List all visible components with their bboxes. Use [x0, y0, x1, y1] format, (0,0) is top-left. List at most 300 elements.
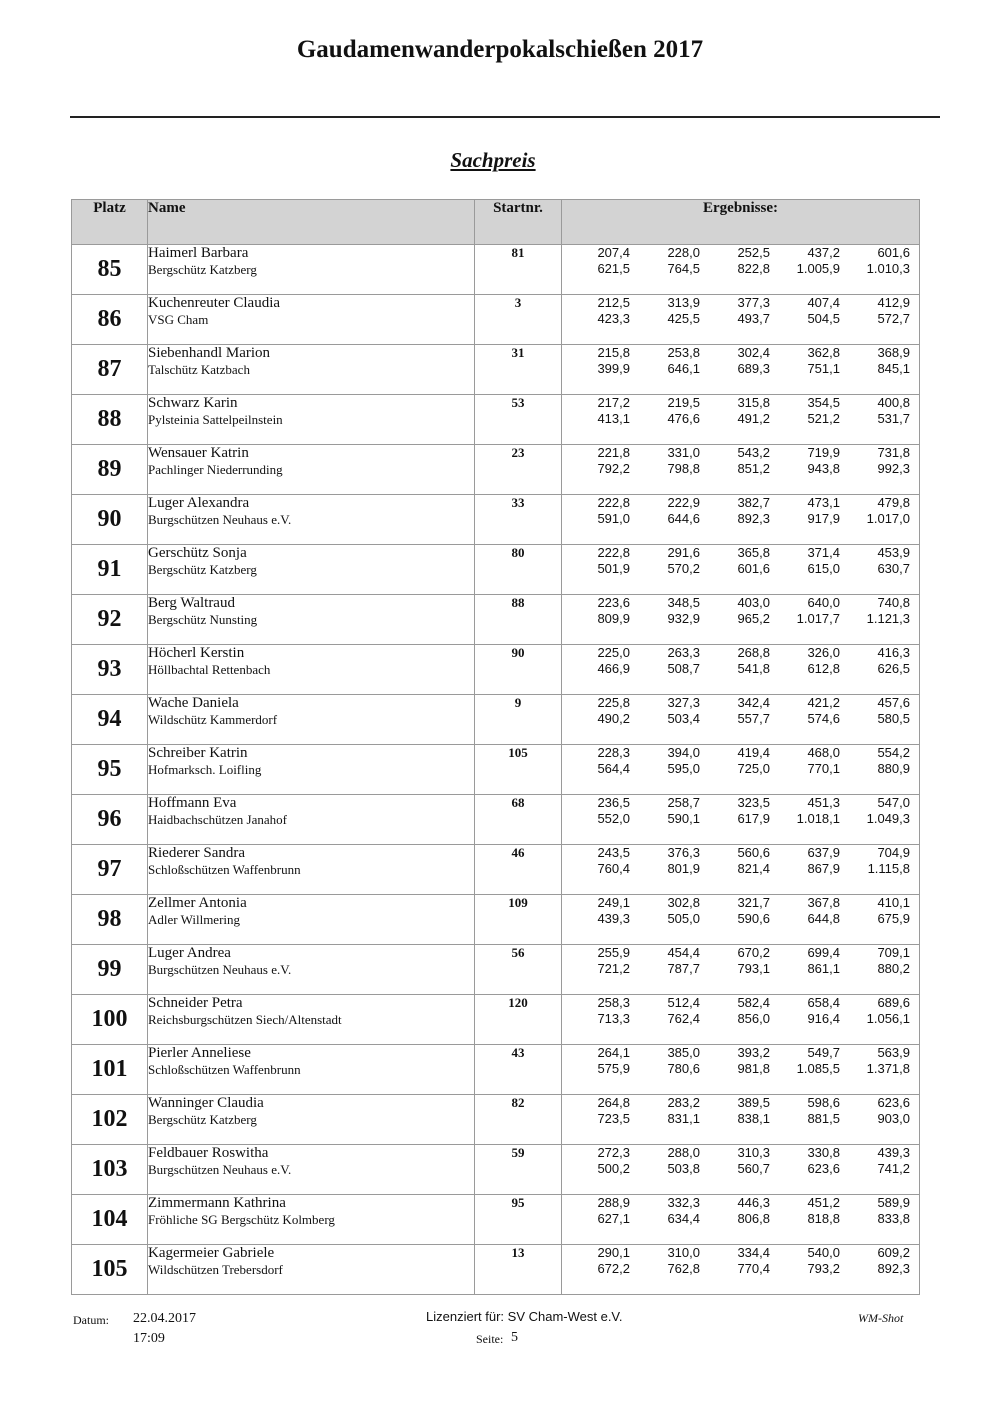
score-value: 453,9 — [877, 545, 910, 560]
shooter-name: Höcherl Kerstin — [148, 645, 245, 661]
score-value: 689,6 — [877, 995, 910, 1010]
score-grid — [562, 845, 919, 877]
score-grid — [562, 1045, 919, 1077]
score-grid — [562, 945, 919, 977]
results-cell — [562, 295, 920, 345]
shooter-name: Zellmer Antonia — [148, 895, 247, 911]
score-value: 851,2 — [737, 461, 770, 476]
shooter-name: Zimmermann Kathrina — [148, 1195, 286, 1211]
score-value: 838,1 — [737, 1111, 770, 1126]
start-number-cell: 88 — [475, 595, 562, 645]
rank-cell: 102 — [72, 1095, 148, 1145]
score-value: 563,9 — [877, 1045, 910, 1060]
score-value: 212,5 — [597, 295, 630, 310]
score-value: 751,1 — [807, 361, 840, 376]
score-value: 845,1 — [877, 361, 910, 376]
score-value: 348,5 — [667, 595, 700, 610]
start-number-cell: 120 — [475, 995, 562, 1045]
name-cell — [148, 795, 475, 845]
score-value: 549,7 — [807, 1045, 840, 1060]
rank-cell: 94 — [72, 695, 148, 745]
score-value: 646,1 — [667, 361, 700, 376]
club-name: Bergschütz Katzberg — [148, 1112, 257, 1127]
score-value: 228,0 — [667, 245, 700, 260]
footer-time: 17:09 — [133, 1331, 165, 1346]
club-name: Wildschütz Kammerdorf — [148, 712, 278, 727]
score-value: 207,4 — [597, 245, 630, 260]
results-cell — [562, 1245, 920, 1295]
score-value: 1.121,3 — [866, 611, 910, 626]
score-value: 623,6 — [877, 1095, 910, 1110]
score-value: 1.371,8 — [866, 1061, 910, 1076]
rank-cell: 90 — [72, 495, 148, 545]
table-row — [72, 345, 920, 395]
score-value: 818,8 — [807, 1211, 840, 1226]
name-cell — [148, 995, 475, 1045]
results-cell — [562, 1095, 920, 1145]
table-row — [72, 995, 920, 1045]
score-value: 419,4 — [737, 745, 770, 760]
start-number-cell: 81 — [475, 245, 562, 295]
shooter-name: Schreiber Katrin — [148, 745, 248, 761]
title-divider — [70, 116, 940, 118]
score-value: 880,2 — [877, 961, 910, 976]
name-cell — [148, 395, 475, 445]
shooter-name: Feldbauer Roswitha — [148, 1145, 269, 1161]
score-value: 612,8 — [807, 661, 840, 676]
score-value: 670,2 — [737, 945, 770, 960]
footer-license: Lizenziert für: SV Cham-West e.V. — [426, 1309, 623, 1324]
score-value: 630,7 — [877, 561, 910, 576]
score-value: 421,2 — [807, 695, 840, 710]
score-grid — [562, 495, 919, 527]
club-name: Adler Willmering — [148, 912, 241, 927]
score-value: 623,6 — [807, 1161, 840, 1176]
results-cell — [562, 1195, 920, 1245]
score-value: 332,3 — [667, 1195, 700, 1210]
score-value: 560,6 — [737, 845, 770, 860]
start-number-cell: 33 — [475, 495, 562, 545]
score-value: 476,6 — [667, 411, 700, 426]
score-value: 451,3 — [807, 795, 840, 810]
score-value: 508,7 — [667, 661, 700, 676]
header-platz: Platz — [72, 200, 148, 245]
score-value: 903,0 — [877, 1111, 910, 1126]
score-value: 723,5 — [597, 1111, 630, 1126]
score-value: 503,8 — [667, 1161, 700, 1176]
name-cell — [148, 1095, 475, 1145]
rank-cell: 98 — [72, 895, 148, 945]
score-value: 290,1 — [597, 1245, 630, 1260]
rank-cell: 97 — [72, 845, 148, 895]
start-number-cell: 105 — [475, 745, 562, 795]
score-value: 1.005,9 — [796, 261, 840, 276]
score-value: 822,8 — [737, 261, 770, 276]
score-value: 410,1 — [877, 895, 910, 910]
shooter-name: Siebenhandl Marion — [148, 345, 271, 361]
name-cell — [148, 595, 475, 645]
score-value: 490,2 — [597, 711, 630, 726]
score-value: 831,1 — [667, 1111, 700, 1126]
club-name: Hofmarksch. Loifling — [148, 762, 262, 777]
score-value: 394,0 — [667, 745, 700, 760]
shooter-name: Schneider Petra — [148, 995, 243, 1011]
header-ergebnisse: Ergebnisse: — [562, 200, 920, 245]
score-value: 601,6 — [877, 245, 910, 260]
table-row — [72, 1145, 920, 1195]
score-grid — [562, 445, 919, 477]
score-value: 570,2 — [667, 561, 700, 576]
score-value: 867,9 — [807, 861, 840, 876]
club-name: Haidbachschützen Janahof — [148, 812, 287, 827]
table-row — [72, 545, 920, 595]
score-value: 658,4 — [807, 995, 840, 1010]
score-value: 621,5 — [597, 261, 630, 276]
score-value: 258,3 — [597, 995, 630, 1010]
table-header-row — [72, 200, 920, 245]
score-value: 615,0 — [807, 561, 840, 576]
club-name: Talschütz Katzbach — [148, 362, 250, 377]
score-value: 601,6 — [737, 561, 770, 576]
footer-page-number: 5 — [511, 1330, 518, 1345]
score-value: 399,9 — [597, 361, 630, 376]
score-value: 236,5 — [597, 795, 630, 810]
score-value: 552,0 — [597, 811, 630, 826]
rank-cell: 103 — [72, 1145, 148, 1195]
score-value: 580,5 — [877, 711, 910, 726]
score-value: 365,8 — [737, 545, 770, 560]
start-number-cell: 31 — [475, 345, 562, 395]
score-value: 263,3 — [667, 645, 700, 660]
score-value: 943,8 — [807, 461, 840, 476]
score-value: 252,5 — [737, 245, 770, 260]
club-name: Wildschützen Trebersdorf — [148, 1262, 283, 1277]
shooter-name: Schwarz Karin — [148, 395, 238, 411]
score-grid — [562, 995, 919, 1027]
score-value: 377,3 — [737, 295, 770, 310]
score-value: 501,9 — [597, 561, 630, 576]
shooter-name: Kuchenreuter Claudia — [148, 295, 281, 311]
score-value: 219,5 — [667, 395, 700, 410]
score-grid — [562, 295, 919, 327]
score-value: 1.085,5 — [796, 1061, 840, 1076]
results-cell — [562, 995, 920, 1045]
start-number-cell: 109 — [475, 895, 562, 945]
score-value: 1.056,1 — [866, 1011, 910, 1026]
score-value: 932,9 — [667, 611, 700, 626]
results-cell — [562, 345, 920, 395]
club-name: Bergschütz Nunsting — [148, 612, 258, 627]
shooter-name: Luger Andrea — [148, 945, 231, 961]
score-value: 334,4 — [737, 1245, 770, 1260]
rank-cell: 86 — [72, 295, 148, 345]
score-value: 590,6 — [737, 911, 770, 926]
score-value: 385,0 — [667, 1045, 700, 1060]
score-value: 582,4 — [737, 995, 770, 1010]
start-number-cell: 46 — [475, 845, 562, 895]
club-name: Bergschütz Katzberg — [148, 262, 257, 277]
shooter-name: Luger Alexandra — [148, 495, 250, 511]
score-value: 493,7 — [737, 311, 770, 326]
score-value: 672,2 — [597, 1261, 630, 1276]
score-value: 503,4 — [667, 711, 700, 726]
score-value: 644,6 — [667, 511, 700, 526]
club-name: Reichsburgschützen Siech/Altenstadt — [148, 1012, 342, 1027]
table-row — [72, 245, 920, 295]
rank-cell: 93 — [72, 645, 148, 695]
score-value: 892,3 — [737, 511, 770, 526]
club-name: Schloßschützen Waffenbrunn — [148, 862, 301, 877]
score-value: 721,2 — [597, 961, 630, 976]
score-value: 560,7 — [737, 1161, 770, 1176]
name-cell — [148, 295, 475, 345]
score-grid — [562, 795, 919, 827]
start-number-cell: 13 — [475, 1245, 562, 1295]
score-value: 457,6 — [877, 695, 910, 710]
results-cell — [562, 545, 920, 595]
score-value: 310,3 — [737, 1145, 770, 1160]
rank-cell: 95 — [72, 745, 148, 795]
score-grid — [562, 695, 919, 727]
score-value: 704,9 — [877, 845, 910, 860]
score-value: 564,4 — [597, 761, 630, 776]
score-grid — [562, 745, 919, 777]
results-cell — [562, 745, 920, 795]
name-cell — [148, 245, 475, 295]
score-value: 1.017,7 — [796, 611, 840, 626]
score-value: 861,1 — [807, 961, 840, 976]
score-value: 302,4 — [737, 345, 770, 360]
score-value: 1.115,8 — [867, 861, 910, 876]
score-value: 572,7 — [877, 311, 910, 326]
name-cell — [148, 1245, 475, 1295]
name-cell — [148, 495, 475, 545]
score-value: 521,2 — [807, 411, 840, 426]
name-cell — [148, 745, 475, 795]
score-value: 541,8 — [737, 661, 770, 676]
score-value: 591,0 — [597, 511, 630, 526]
name-cell — [148, 695, 475, 745]
results-cell — [562, 245, 920, 295]
score-value: 412,9 — [877, 295, 910, 310]
score-value: 479,8 — [877, 495, 910, 510]
score-value: 217,2 — [597, 395, 630, 410]
name-cell — [148, 445, 475, 495]
score-value: 590,1 — [667, 811, 700, 826]
start-number-cell: 90 — [475, 645, 562, 695]
score-value: 268,8 — [737, 645, 770, 660]
score-value: 787,7 — [667, 961, 700, 976]
table-row — [72, 745, 920, 795]
score-value: 228,3 — [597, 745, 630, 760]
start-number-cell: 56 — [475, 945, 562, 995]
shooter-name: Haimerl Barbara — [148, 245, 249, 261]
section-subtitle: Sachpreis — [450, 148, 536, 172]
score-value: 1.049,3 — [866, 811, 910, 826]
start-number-cell: 59 — [475, 1145, 562, 1195]
results-cell — [562, 1045, 920, 1095]
score-value: 992,3 — [877, 461, 910, 476]
score-value: 770,1 — [807, 761, 840, 776]
name-cell — [148, 945, 475, 995]
results-cell — [562, 895, 920, 945]
start-number-cell: 23 — [475, 445, 562, 495]
score-value: 221,8 — [597, 445, 630, 460]
footer-date: 22.04.2017 — [133, 1311, 196, 1326]
score-value: 543,2 — [737, 445, 770, 460]
score-value: 880,9 — [877, 761, 910, 776]
score-value: 302,8 — [667, 895, 700, 910]
score-value: 598,6 — [807, 1095, 840, 1110]
score-value: 249,1 — [597, 895, 630, 910]
score-value: 413,1 — [597, 411, 630, 426]
footer-page-label: Seite: — [476, 1332, 504, 1346]
shooter-name: Wensauer Katrin — [148, 445, 249, 461]
score-value: 762,8 — [667, 1261, 700, 1276]
score-value: 283,2 — [667, 1095, 700, 1110]
score-value: 416,3 — [877, 645, 910, 660]
score-value: 330,8 — [807, 1145, 840, 1160]
rank-cell: 100 — [72, 995, 148, 1045]
score-value: 326,0 — [807, 645, 840, 660]
score-value: 310,0 — [667, 1245, 700, 1260]
score-value: 540,0 — [807, 1245, 840, 1260]
table-row — [72, 1245, 920, 1295]
score-value: 371,4 — [807, 545, 840, 560]
score-value: 764,5 — [667, 261, 700, 276]
score-value: 609,2 — [877, 1245, 910, 1260]
table-row — [72, 695, 920, 745]
table-row — [72, 895, 920, 945]
table-row — [72, 1045, 920, 1095]
score-value: 403,0 — [737, 595, 770, 610]
score-value: 315,8 — [737, 395, 770, 410]
score-grid — [562, 895, 919, 927]
score-value: 675,9 — [877, 911, 910, 926]
table-row — [72, 795, 920, 845]
score-value: 393,2 — [737, 1045, 770, 1060]
club-name: Höllbachtal Rettenbach — [148, 662, 271, 677]
score-value: 323,5 — [737, 795, 770, 810]
table-row — [72, 1095, 920, 1145]
header-startnr: Startnr. — [475, 200, 562, 245]
score-value: 288,9 — [597, 1195, 630, 1210]
score-value: 725,0 — [737, 761, 770, 776]
name-cell — [148, 345, 475, 395]
score-value: 505,0 — [667, 911, 700, 926]
shooter-name: Gerschütz Sonja — [148, 545, 247, 561]
score-value: 821,4 — [737, 861, 770, 876]
score-value: 709,1 — [877, 945, 910, 960]
score-value: 801,9 — [667, 861, 700, 876]
score-value: 713,3 — [597, 1011, 630, 1026]
table-row — [72, 595, 920, 645]
score-value: 468,0 — [807, 745, 840, 760]
score-value: 699,4 — [807, 945, 840, 960]
score-value: 439,3 — [877, 1145, 910, 1160]
rank-cell: 87 — [72, 345, 148, 395]
club-name: Burgschützen Neuhaus e.V. — [148, 1162, 292, 1177]
score-value: 762,4 — [667, 1011, 700, 1026]
score-value: 243,5 — [597, 845, 630, 860]
score-value: 554,2 — [877, 745, 910, 760]
score-value: 342,4 — [737, 695, 770, 710]
score-value: 809,9 — [597, 611, 630, 626]
shooter-name: Pierler Anneliese — [148, 1045, 251, 1061]
results-cell — [562, 845, 920, 895]
score-grid — [562, 395, 919, 427]
score-grid — [562, 645, 919, 677]
rank-cell: 92 — [72, 595, 148, 645]
name-cell — [148, 845, 475, 895]
score-value: 575,9 — [597, 1061, 630, 1076]
score-grid — [562, 345, 919, 377]
score-value: 446,3 — [737, 1195, 770, 1210]
club-name: Pylsteinia Sattelpeilnstein — [148, 412, 283, 427]
results-table — [71, 199, 920, 1295]
score-value: 425,5 — [667, 311, 700, 326]
results-cell — [562, 595, 920, 645]
score-value: 376,3 — [667, 845, 700, 860]
rank-cell: 99 — [72, 945, 148, 995]
results-cell — [562, 645, 920, 695]
results-cell — [562, 945, 920, 995]
score-value: 291,6 — [667, 545, 700, 560]
score-value: 407,4 — [807, 295, 840, 310]
score-value: 491,2 — [737, 411, 770, 426]
table-row — [72, 945, 920, 995]
rank-cell: 88 — [72, 395, 148, 445]
score-value: 288,0 — [667, 1145, 700, 1160]
club-name: Schloßschützen Waffenbrunn — [148, 1062, 301, 1077]
score-value: 354,5 — [807, 395, 840, 410]
start-number-cell: 68 — [475, 795, 562, 845]
shooter-name: Wanninger Claudia — [148, 1095, 264, 1111]
score-value: 1.010,3 — [866, 261, 910, 276]
club-name: Pachlinger Niederrunding — [148, 462, 283, 477]
start-number-cell: 43 — [475, 1045, 562, 1095]
results-body — [72, 245, 920, 1295]
score-value: 833,8 — [877, 1211, 910, 1226]
page-title: Gaudamenwanderpokalschießen 2017 — [296, 36, 704, 63]
score-value: 255,9 — [597, 945, 630, 960]
score-value: 644,8 — [807, 911, 840, 926]
name-cell — [148, 895, 475, 945]
score-grid — [562, 545, 919, 577]
score-value: 1.018,1 — [796, 811, 840, 826]
start-number-cell: 3 — [475, 295, 562, 345]
score-value: 313,9 — [667, 295, 700, 310]
score-grid — [562, 1095, 919, 1127]
score-value: 400,8 — [877, 395, 910, 410]
table-row — [72, 445, 920, 495]
score-value: 856,0 — [737, 1011, 770, 1026]
footer-brand: WM-Shot — [858, 1311, 904, 1325]
score-value: 1.017,0 — [866, 511, 910, 526]
score-value: 473,1 — [807, 495, 840, 510]
score-grid — [562, 595, 919, 627]
score-value: 512,4 — [667, 995, 700, 1010]
table-row — [72, 645, 920, 695]
table-row — [72, 1195, 920, 1245]
score-value: 258,7 — [667, 795, 700, 810]
club-name: Burgschützen Neuhaus e.V. — [148, 512, 292, 527]
club-name: Burgschützen Neuhaus e.V. — [148, 962, 292, 977]
score-grid — [562, 1145, 919, 1177]
score-value: 331,0 — [667, 445, 700, 460]
score-value: 225,8 — [597, 695, 630, 710]
score-value: 793,1 — [737, 961, 770, 976]
